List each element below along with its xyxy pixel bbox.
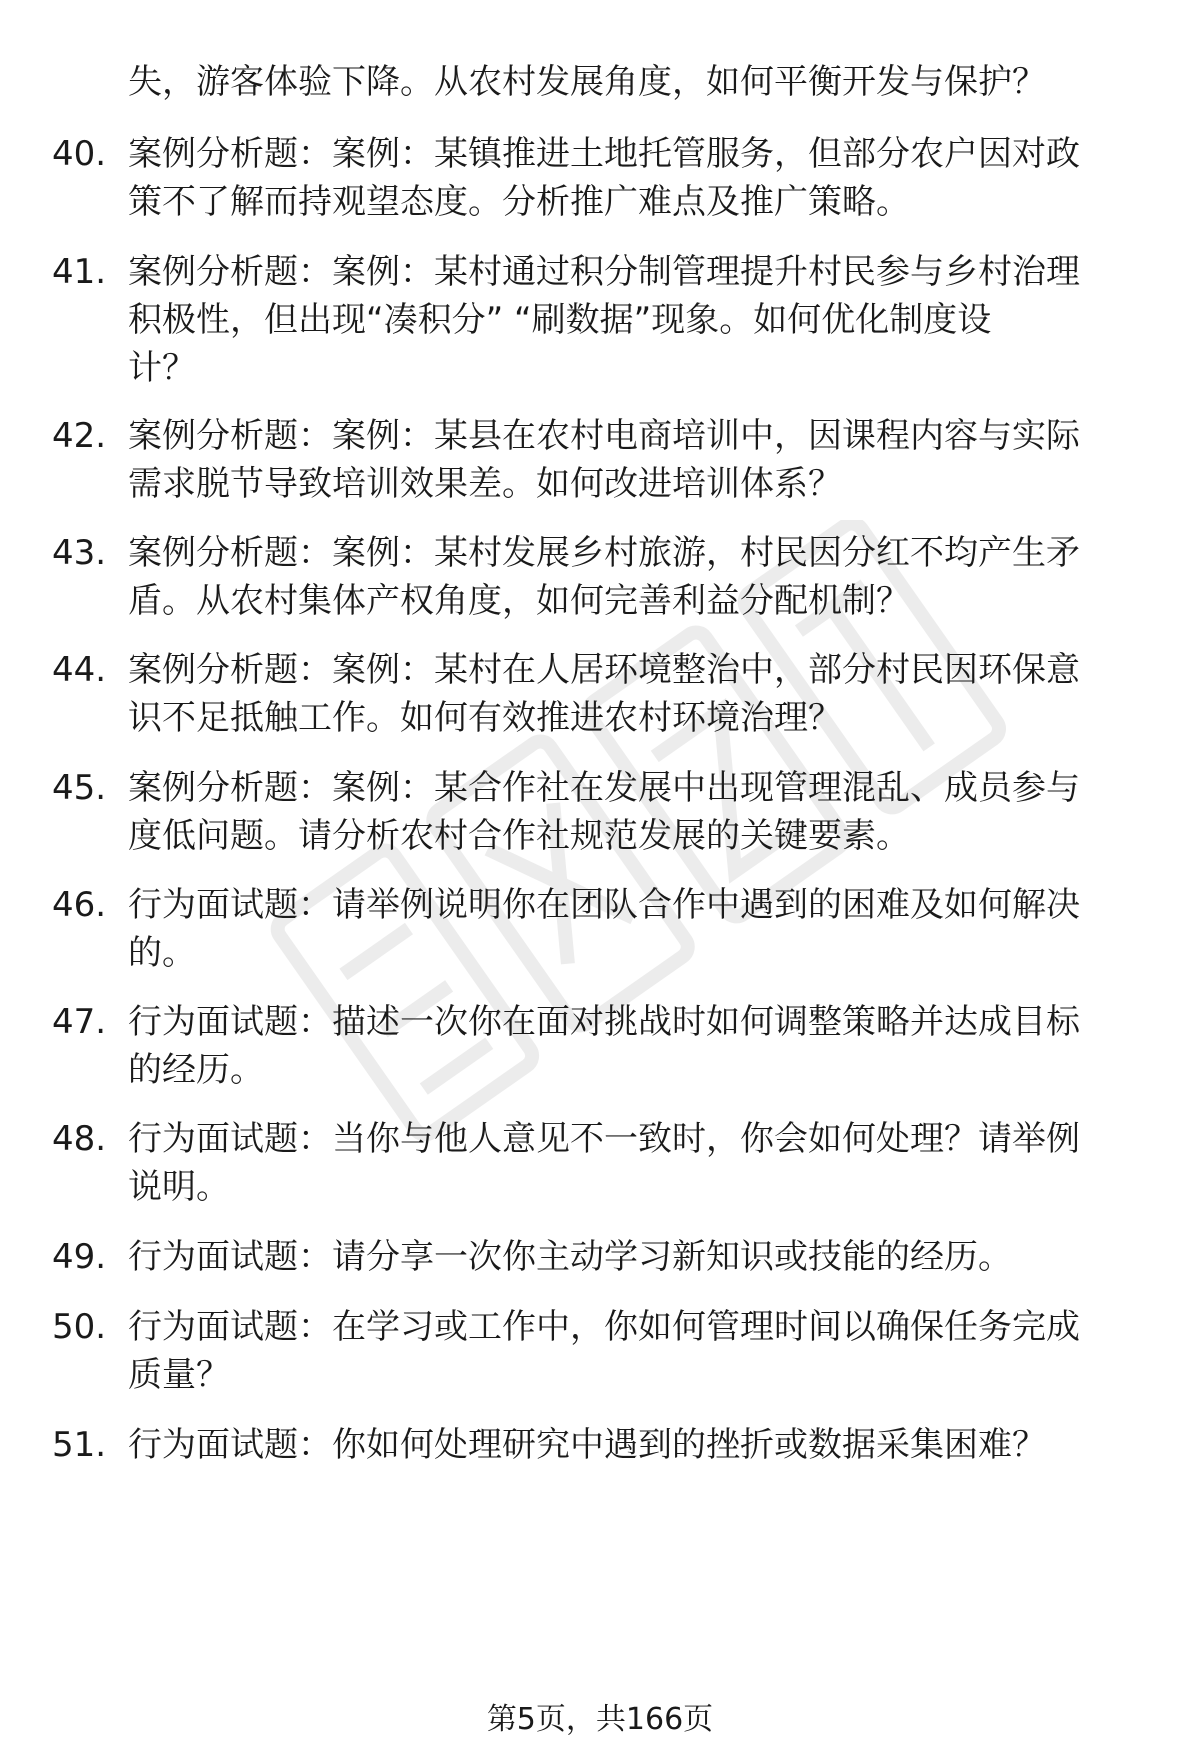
question-number: 47. <box>52 1002 107 1042</box>
question-text <box>128 529 1148 625</box>
question-line: 度低问题。请分析农村合作社规范发展的关键要素。 <box>128 816 910 856</box>
question-line: 行为面试题：请分享一次你主动学习新知识或技能的经历。 <box>128 1237 1012 1277</box>
question-number: 50. <box>52 1307 107 1347</box>
question-line: 案例分析题：案例：某镇推进土地托管服务，但部分农户因对政 <box>128 134 1080 174</box>
question-line: 案例分析题：案例：某合作社在发展中出现管理混乱、成员参与 <box>128 768 1080 808</box>
question-text <box>128 1421 1148 1469</box>
question-line: 说明。 <box>128 1167 230 1207</box>
question-number: 46. <box>52 885 107 925</box>
question-number: 41. <box>52 252 107 292</box>
question-text <box>128 1233 1148 1281</box>
question-number: 49. <box>52 1237 107 1277</box>
question-text <box>128 764 1148 860</box>
question-number: 45. <box>52 768 107 808</box>
question-line: 行为面试题：请举例说明你在团队合作中遇到的困难及如何解决 <box>128 885 1080 925</box>
question-number: 42. <box>52 416 107 456</box>
question-line: 策不了解而持观望态度。分析推广难点及推广策略。 <box>128 182 910 222</box>
question-text <box>128 646 1148 742</box>
question-line: 行为面试题：当你与他人意见不一致时，你会如何处理？请举例 <box>128 1119 1080 1159</box>
question-text <box>128 998 1148 1094</box>
question-line: 计？ <box>128 348 196 388</box>
question-text <box>128 130 1148 226</box>
continuation-line: 失，游客体验下降。从农村发展角度，如何平衡开发与保护？ <box>128 62 1046 102</box>
question-line: 案例分析题：案例：某县在农村电商培训中，因课程内容与实际 <box>128 416 1080 456</box>
question-line: 案例分析题：案例：某村在人居环境整治中，部分村民因环保意 <box>128 650 1080 690</box>
question-line: 行为面试题：在学习或工作中，你如何管理时间以确保任务完成 <box>128 1307 1080 1347</box>
question-line: 行为面试题：你如何处理研究中遇到的挫折或数据采集困难？ <box>128 1425 1046 1465</box>
question-number: 44. <box>52 650 107 690</box>
page-footer: 第5页，共166页 <box>486 1702 714 1737</box>
question-line: 需求脱节导致培训效果差。如何改进培训体系？ <box>128 464 842 504</box>
question-line: 质量？ <box>128 1355 230 1395</box>
question-text <box>128 1303 1148 1399</box>
question-line: 积极性，但出现“凑积分” “刷数据”现象。如何优化制度设 <box>128 300 992 340</box>
question-text <box>128 248 1148 392</box>
question-text <box>128 1115 1148 1211</box>
question-number: 51. <box>52 1425 107 1465</box>
question-text <box>128 412 1148 508</box>
question-line: 案例分析题：案例：某村发展乡村旅游，村民因分红不均产生矛 <box>128 533 1080 573</box>
question-text <box>128 881 1148 977</box>
question-line: 的。 <box>128 933 196 973</box>
question-number: 48. <box>52 1119 107 1159</box>
question-line: 行为面试题：描述一次你在面对挑战时如何调整策略并达成目标 <box>128 1002 1080 1042</box>
question-number: 43. <box>52 533 107 573</box>
question-line: 盾。从农村集体产权角度，如何完善利益分配机制？ <box>128 581 910 621</box>
question-line: 识不足抵触工作。如何有效推进农村环境治理？ <box>128 698 842 738</box>
question-line: 案例分析题：案例：某村通过积分制管理提升村民参与乡村治理 <box>128 252 1080 292</box>
question-number: 40. <box>52 134 107 174</box>
question-line: 的经历。 <box>128 1050 264 1090</box>
